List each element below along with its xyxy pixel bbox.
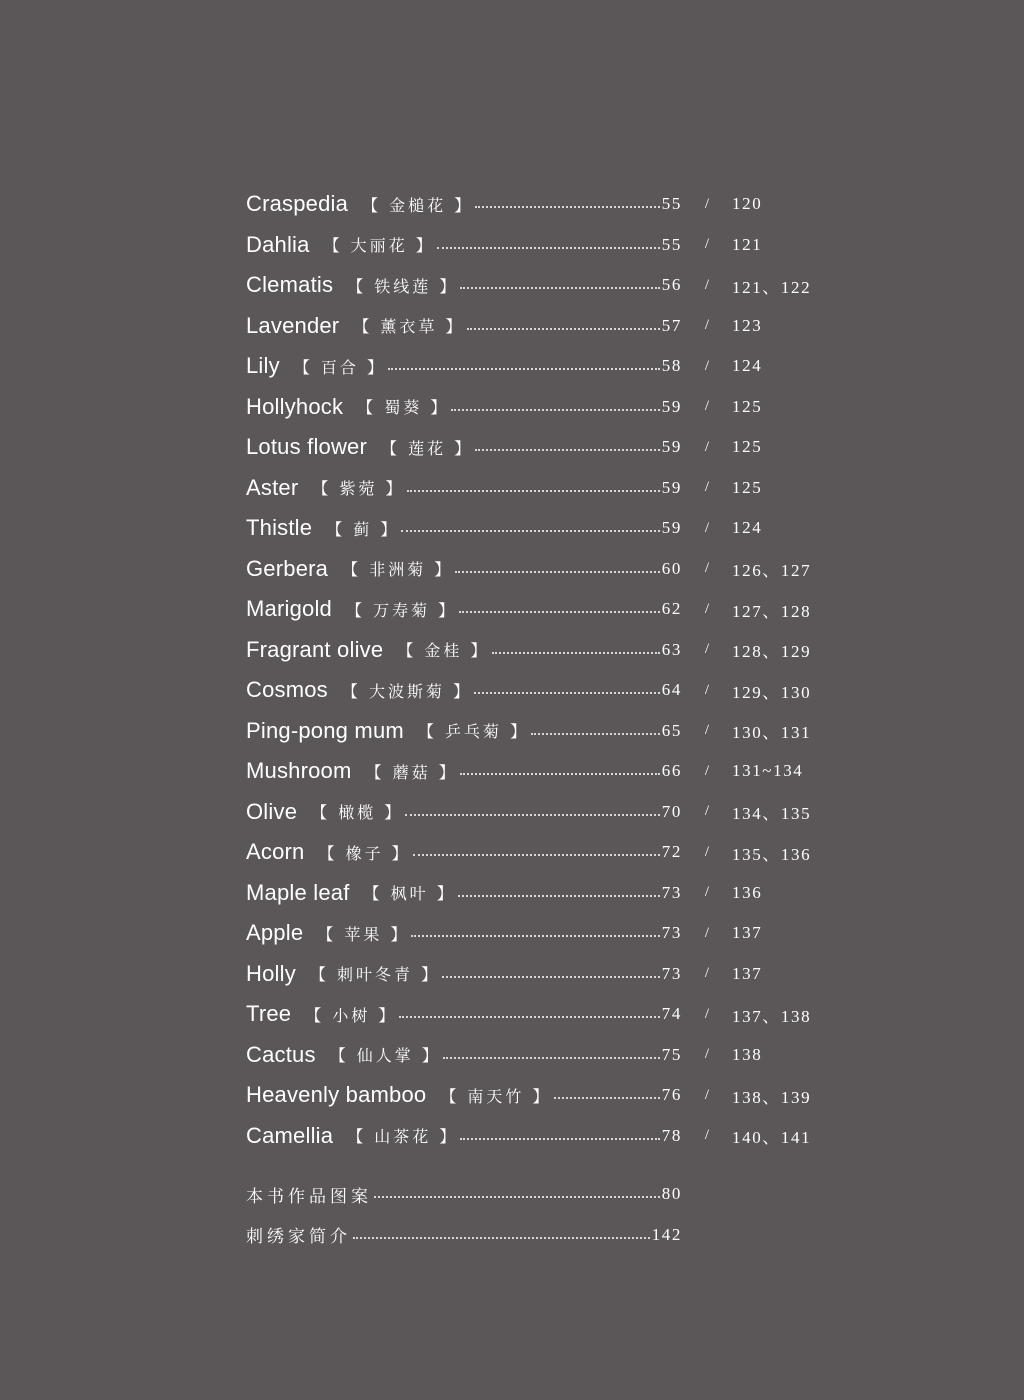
entry-page: 59 xyxy=(661,518,682,538)
entry-pattern-page: 126、127 xyxy=(732,561,812,581)
entry-page: 74 xyxy=(661,1004,682,1024)
entry-pattern-page: 136 xyxy=(732,882,763,902)
entry-english-name: Tree xyxy=(246,1001,292,1027)
entry-chinese-name: 【 金槌花 】 xyxy=(362,195,474,215)
entry-chinese-name: 【 蓟 】 xyxy=(326,519,400,539)
entry-pattern-page: 134、135 xyxy=(732,804,812,824)
toc-entry[interactable] xyxy=(246,306,846,347)
dot-leader xyxy=(554,1097,660,1099)
entry-chinese-name: 【 橡子 】 xyxy=(318,843,411,863)
page-separator: / xyxy=(704,843,710,860)
entry-pattern-page: 128、129 xyxy=(732,642,812,662)
entry-page: 55 xyxy=(661,234,682,254)
toc-entry-left xyxy=(246,1001,682,1027)
dot-leader xyxy=(374,1196,660,1198)
dot-leader xyxy=(437,247,660,249)
page-separator: / xyxy=(704,519,710,536)
entry-chinese-name: 【 大丽花 】 xyxy=(323,236,435,256)
entry-chinese-name: 【 枫叶 】 xyxy=(363,884,456,904)
toc-entry-left xyxy=(246,475,682,501)
appendix-entry-left xyxy=(246,1182,682,1207)
page-separator: / xyxy=(704,884,710,901)
dot-leader xyxy=(460,1138,659,1140)
entry-chinese-name: 【 万寿菊 】 xyxy=(345,600,458,620)
page-separator: / xyxy=(704,803,710,820)
page-separator: / xyxy=(704,236,710,253)
entry-pattern-page: 120 xyxy=(732,194,763,214)
entry-english-name: Holly xyxy=(246,960,296,986)
entry-english-name: Dahlia xyxy=(246,231,310,257)
toc-entry[interactable] xyxy=(246,265,846,306)
toc-entry[interactable] xyxy=(246,387,846,428)
appendix-entries xyxy=(246,1174,682,1255)
toc-entry[interactable] xyxy=(246,1035,846,1076)
entry-page: 66 xyxy=(661,761,682,781)
dot-leader xyxy=(458,895,660,897)
entry-chinese-name: 【 莲花 】 xyxy=(381,438,474,458)
entry-pattern-page: 137、138 xyxy=(732,1006,812,1026)
page-separator: / xyxy=(704,1046,710,1063)
entry-page: 73 xyxy=(661,882,682,902)
entry-pattern-page: 138、139 xyxy=(732,1087,812,1107)
entry-pattern-page: 135、136 xyxy=(732,844,812,864)
entry-page: 63 xyxy=(661,639,682,659)
entry-chinese-name: 【 金桂 】 xyxy=(397,641,490,661)
entry-chinese-name: 【 大波斯菊 】 xyxy=(341,681,473,701)
entry-chinese-name: 【 刺叶冬青 】 xyxy=(309,965,441,985)
entry-english-name: Gerbera xyxy=(246,555,329,581)
entry-pattern-page: 124 xyxy=(732,356,763,376)
dot-leader xyxy=(407,490,660,492)
entry-english-name: Thistle xyxy=(246,515,313,541)
dot-leader xyxy=(475,449,660,451)
entry-page: 58 xyxy=(661,356,682,376)
toc-entry[interactable] xyxy=(246,873,846,914)
entry-page: 76 xyxy=(661,1085,682,1105)
page-separator: / xyxy=(704,317,710,334)
toc-entry-left xyxy=(246,596,682,622)
entry-english-name: Camellia xyxy=(246,1122,334,1148)
page-separator: / xyxy=(704,1127,710,1144)
entry-english-name: Lavender xyxy=(246,312,340,338)
appendix-entry[interactable] xyxy=(246,1174,682,1215)
toc-entry-left xyxy=(246,1123,682,1149)
toc-entry[interactable] xyxy=(246,994,846,1035)
page-separator: / xyxy=(704,600,710,617)
toc-entry[interactable] xyxy=(246,954,846,995)
page-separator: / xyxy=(704,357,710,374)
entry-english-name: Craspedia xyxy=(246,191,349,217)
entry-english-name: Aster xyxy=(246,474,299,500)
entry-page: 59 xyxy=(661,477,682,497)
toc-entry-left xyxy=(246,961,682,987)
entry-page: 57 xyxy=(661,315,682,335)
toc-entry[interactable] xyxy=(246,711,846,752)
toc-entry[interactable] xyxy=(246,670,846,711)
toc-entry-left xyxy=(246,272,682,298)
dot-leader xyxy=(531,733,660,735)
toc-entry[interactable] xyxy=(246,468,846,509)
entry-english-name: Fragrant olive xyxy=(246,636,384,662)
dot-leader xyxy=(467,328,660,330)
toc-entry-left xyxy=(246,191,682,217)
entry-english-name: Acorn xyxy=(246,839,305,865)
toc-entry[interactable] xyxy=(246,832,846,873)
toc-entry-left xyxy=(246,1042,682,1068)
dot-leader xyxy=(475,206,660,208)
entry-chinese-name: 【 蘑菇 】 xyxy=(365,762,458,782)
entry-pattern-page: 138 xyxy=(732,1044,763,1064)
entry-chinese-name: 【 百合 】 xyxy=(293,357,386,377)
entry-page: 75 xyxy=(661,1044,682,1064)
toc-entry[interactable] xyxy=(246,346,846,387)
entry-pattern-page: 137 xyxy=(732,963,763,983)
toc-entry-left xyxy=(246,313,682,339)
toc-entry[interactable] xyxy=(246,913,846,954)
entry-chinese-name: 【 小树 】 xyxy=(305,1005,398,1025)
entry-page: 60 xyxy=(661,558,682,578)
toc-entry-left xyxy=(246,434,682,460)
dot-leader xyxy=(413,854,660,856)
appendix-title: 刺绣家简介 xyxy=(246,1227,351,1248)
toc-entry-left xyxy=(246,353,682,379)
toc-entry-left xyxy=(246,232,682,258)
entry-english-name: Cosmos xyxy=(246,677,328,703)
toc-entry[interactable] xyxy=(246,630,846,671)
toc-entry[interactable] xyxy=(246,549,846,590)
toc-entry-left xyxy=(246,556,682,582)
entry-page: 55 xyxy=(661,194,682,214)
entry-pattern-page: 121 xyxy=(732,234,763,254)
page-separator: / xyxy=(704,762,710,779)
toc-entry[interactable] xyxy=(246,751,846,792)
page-separator: / xyxy=(704,479,710,496)
toc-entry-left xyxy=(246,677,682,703)
entry-chinese-name: 【 仙人掌 】 xyxy=(329,1046,441,1066)
dot-leader xyxy=(455,571,660,573)
toc-entry-left xyxy=(246,637,682,663)
dot-leader xyxy=(474,692,660,694)
dot-leader xyxy=(401,530,659,532)
dot-leader xyxy=(451,409,659,411)
page-separator: / xyxy=(704,438,710,455)
page-separator: / xyxy=(704,276,710,293)
dot-leader xyxy=(443,1057,660,1059)
toc-entry[interactable] xyxy=(246,225,846,266)
entry-page: 59 xyxy=(661,437,682,457)
toc-entry-left xyxy=(246,394,682,420)
entry-page: 59 xyxy=(661,396,682,416)
page-separator: / xyxy=(704,1086,710,1103)
entry-page: 73 xyxy=(661,963,682,983)
dot-leader xyxy=(411,935,659,937)
entry-pattern-page: 127、128 xyxy=(732,601,812,621)
entry-english-name: Marigold xyxy=(246,596,332,622)
page-separator: / xyxy=(704,681,710,698)
entry-pattern-page: 124 xyxy=(732,518,763,538)
entry-chinese-name: 【 苹果 】 xyxy=(317,924,410,944)
toc-entry[interactable] xyxy=(246,427,846,468)
entry-english-name: Olive xyxy=(246,798,298,824)
entry-page: 64 xyxy=(661,680,682,700)
page-separator: / xyxy=(704,1005,710,1022)
entry-chinese-name: 【 紫菀 】 xyxy=(312,479,405,499)
entry-pattern-page: 129、130 xyxy=(732,682,812,702)
appendix-entry-left xyxy=(246,1222,682,1247)
dot-leader xyxy=(460,287,659,289)
entry-english-name: Ping-pong mum xyxy=(246,717,404,743)
entry-english-name: Hollyhock xyxy=(246,393,344,419)
entry-chinese-name: 【 薰衣草 】 xyxy=(353,317,465,337)
entry-english-name: Heavenly bamboo xyxy=(246,1082,427,1108)
entry-chinese-name: 【 橄榄 】 xyxy=(311,803,404,823)
entry-chinese-name: 【 蜀葵 】 xyxy=(357,398,450,418)
appendix-entry[interactable] xyxy=(246,1215,682,1256)
entry-english-name: Apple xyxy=(246,920,304,946)
table-of-contents xyxy=(246,184,846,1156)
dot-leader xyxy=(388,368,660,370)
page-separator: / xyxy=(704,924,710,941)
toc-entry-left xyxy=(246,515,682,541)
toc-entry-left xyxy=(246,799,682,825)
entry-pattern-page: 140、141 xyxy=(732,1128,812,1148)
toc-entry-left xyxy=(246,1082,682,1108)
entry-pattern-page: 131~134 xyxy=(732,761,804,781)
entry-english-name: Mushroom xyxy=(246,758,352,784)
entry-page: 78 xyxy=(661,1125,682,1145)
entry-chinese-name: 【 非洲菊 】 xyxy=(342,560,454,580)
dot-leader xyxy=(405,814,659,816)
page-separator: / xyxy=(704,560,710,577)
entry-english-name: Lotus flower xyxy=(246,434,368,460)
toc-entry-left xyxy=(246,839,682,865)
entry-chinese-name: 【 南天竹 】 xyxy=(440,1086,552,1106)
appendix-title: 本书作品图案 xyxy=(246,1186,372,1207)
toc-entry[interactable] xyxy=(246,589,846,630)
toc-entry[interactable] xyxy=(246,508,846,549)
page-separator: / xyxy=(704,641,710,658)
entry-pattern-page: 125 xyxy=(732,396,763,416)
toc-entry[interactable] xyxy=(246,1116,846,1157)
entry-page: 56 xyxy=(661,275,682,295)
toc-entry[interactable] xyxy=(246,792,846,833)
dot-leader xyxy=(492,652,660,654)
entry-english-name: Cactus xyxy=(246,1041,316,1067)
entry-page: 73 xyxy=(661,923,682,943)
entry-english-name: Clematis xyxy=(246,272,334,298)
appendix-page: 80 xyxy=(661,1184,682,1204)
appendix-page: 142 xyxy=(651,1224,682,1244)
toc-entry-left xyxy=(246,880,682,906)
entry-pattern-page: 130、131 xyxy=(732,723,812,743)
dot-leader xyxy=(353,1237,650,1239)
entry-chinese-name: 【 山茶花 】 xyxy=(347,1127,459,1147)
entry-pattern-page: 125 xyxy=(732,477,763,497)
dot-leader xyxy=(399,1016,659,1018)
entry-chinese-name: 【 铁线莲 】 xyxy=(347,276,459,296)
dot-leader xyxy=(460,773,660,775)
entry-page: 62 xyxy=(661,599,682,619)
page-separator: / xyxy=(704,722,710,739)
toc-entry[interactable] xyxy=(246,1075,846,1116)
entry-pattern-page: 121、122 xyxy=(732,277,812,297)
toc-entry-left xyxy=(246,718,682,744)
page-separator: / xyxy=(704,965,710,982)
entry-pattern-page: 123 xyxy=(732,315,763,335)
dot-leader xyxy=(459,611,660,613)
page-separator: / xyxy=(704,195,710,212)
toc-entry-left xyxy=(246,920,682,946)
page-separator: / xyxy=(704,398,710,415)
entry-pattern-page: 137 xyxy=(732,923,763,943)
entry-page: 72 xyxy=(661,842,682,862)
dot-leader xyxy=(442,976,660,978)
entry-english-name: Maple leaf xyxy=(246,879,350,905)
toc-entry-left xyxy=(246,758,682,784)
entry-pattern-page: 125 xyxy=(732,437,763,457)
entry-chinese-name: 【 乒乓菊 】 xyxy=(417,722,530,742)
entry-english-name: Lily xyxy=(246,353,280,379)
entry-page: 65 xyxy=(661,720,682,740)
entry-page: 70 xyxy=(661,801,682,821)
toc-entry[interactable] xyxy=(246,184,846,225)
